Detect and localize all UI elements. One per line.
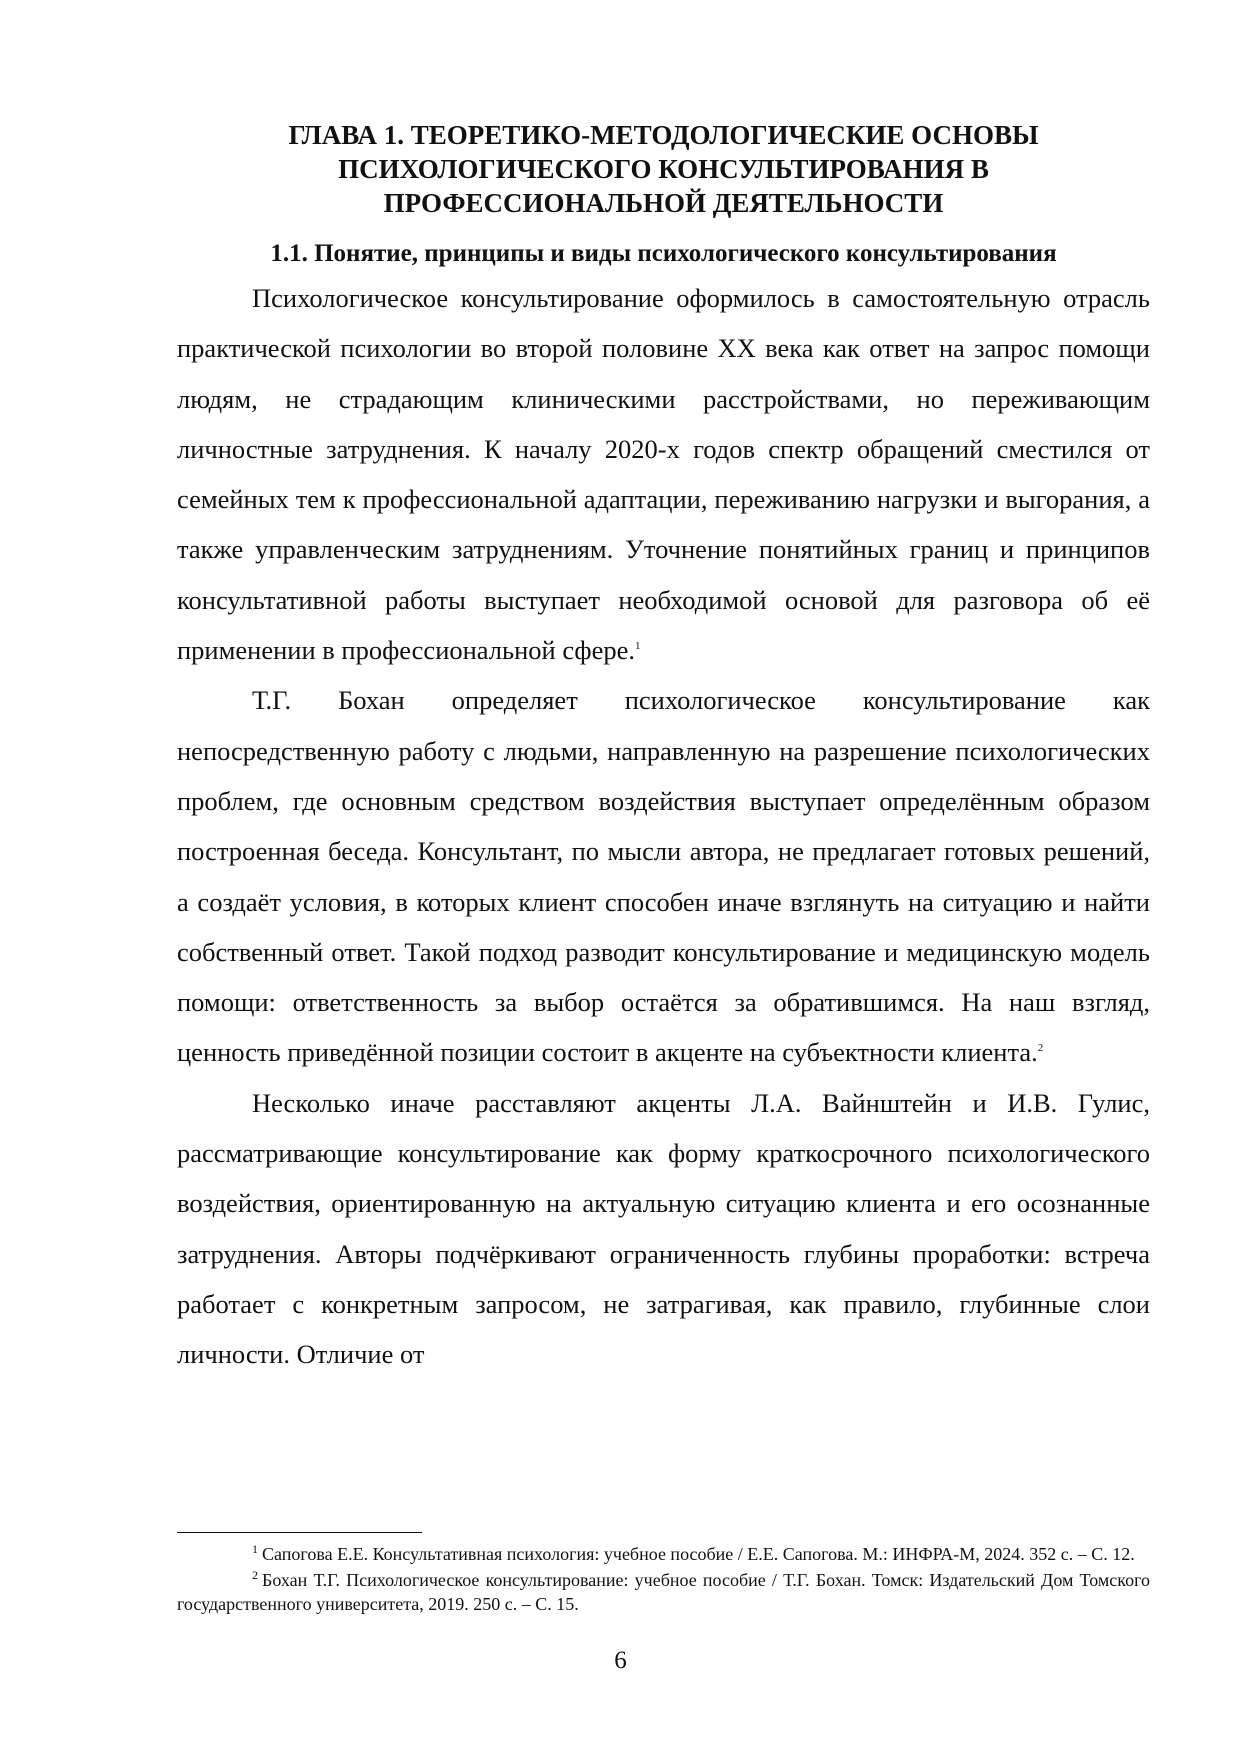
paragraph-2	[177, 675, 1150, 1077]
page-number: 6	[614, 1647, 627, 1674]
footnote-reference: 2	[1037, 1042, 1044, 1055]
chapter-title: ГЛАВА 1. ТЕОРЕТИКО-МЕТОДОЛОГИЧЕСКИЕ ОСНОВЫ ПСИХОЛОГИЧЕСКОГО КОНСУЛЬТИРОВАНИЯ В ПРОФЕССИОНАЛЬНОЙ ДЕЯТЕЛЬНОСТИ	[288, 120, 1039, 218]
page-content	[177, 118, 1150, 1380]
footnote-2	[177, 1568, 1150, 1617]
footnote-1	[177, 1542, 1150, 1567]
footnote-separator	[177, 1532, 422, 1533]
paragraph-1	[177, 273, 1150, 675]
footnote-text: Сапогова Е.Е. Консультативная психология: учебное пособие / Е.Е. Сапогова. М.: ИНФРА-М, 2024. 352 с. – С. 12.	[262, 1544, 1135, 1564]
paragraph-text: Т.Г. Бохан определяет психологическое консультирование как непосредственную работу с людьми, направленную на разрешение психологических проблем, где основным средством воздействия выступает определённым образом построенная беседа. Консультант, по мысли автора, не предлагает готовых решений, а создаёт условия, в которых клиент способен иначе взглянуть на ситуацию и найти собственный ответ. Такой подход разводит консультирование и медицинскую модель помощи: ответственность за выбор остаётся за обратившимся. На наш взгляд, ценность приведённой позиции состоит в акценте на субъектности клиента.	[177, 685, 1150, 1068]
section-title: 1.1. Понятие, принципы и виды психологического консультирования	[270, 240, 1057, 267]
footnotes	[177, 1542, 1150, 1618]
paragraph-text: Психологическое консультирование оформилось в самостоятельную отрасль практической психологии во второй половине XX века как ответ на запрос помощи людям, не страдающим клиническими расстройствами, но переживающим личностные затруднения. К началу 2020-х годов спектр обращений сместился от семейных тем к профессиональной адаптации, переживанию нагрузки и выгорания, а также управленческим затруднениям. Уточнение понятийных границ и принципов консультативной работы выступает необходимой основой для разговора об её применении в профессиональной сфере.	[177, 283, 1150, 666]
paragraph-text: Несколько иначе расставляют акценты Л.А. Вайнштейн и И.В. Гулис, рассматривающие консультирование как форму краткосрочного психологического воздействия, ориентированную на актуальную ситуацию клиента и его осознанные затруднения. Авторы подчёркивают ограниченность глубины проработки: встреча работает с конкретным запросом, не затрагивая, как правило, глубинные слои личности. Отличие от	[177, 1087, 1150, 1370]
footnote-text: Бохан Т.Г. Психологическое консультирование: учебное пособие / Т.Г. Бохан. Томск: Издательский Дом Томского государственного университета, 2019. 250 с. – С. 15.	[177, 1569, 1150, 1614]
footnote-number: 1	[252, 1542, 258, 1556]
footnote-reference: 1	[635, 640, 641, 653]
body-text	[177, 273, 1150, 1380]
paragraph-3	[177, 1078, 1150, 1380]
footnote-number: 2	[252, 1567, 258, 1582]
